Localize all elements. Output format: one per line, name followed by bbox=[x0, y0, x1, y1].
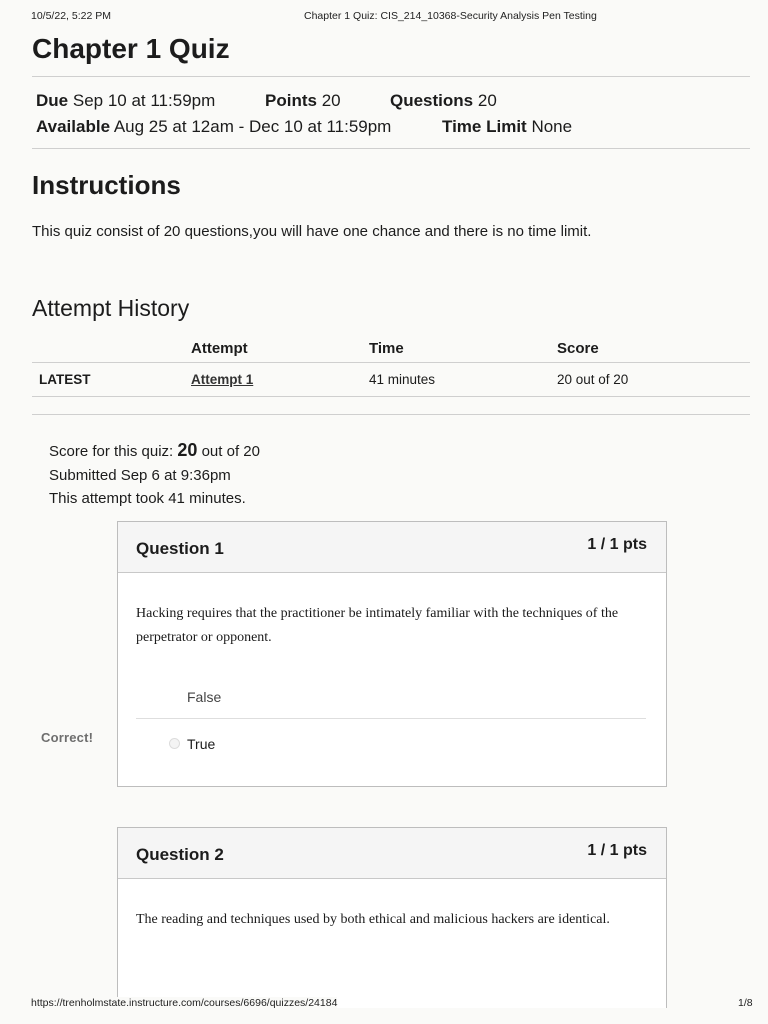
question-title: Question 1 bbox=[136, 539, 224, 558]
divider bbox=[32, 76, 750, 77]
question-points: 1 / 1 pts bbox=[587, 536, 647, 553]
duration-text: This attempt took 41 minutes. bbox=[49, 490, 246, 507]
divider bbox=[32, 414, 750, 415]
row-status-label: LATEST bbox=[39, 372, 91, 387]
radio-button[interactable] bbox=[169, 738, 180, 749]
page-title: Chapter 1 Quiz bbox=[32, 33, 230, 64]
correct-answer-label: Correct! bbox=[41, 730, 94, 745]
points-value: 20 bbox=[321, 91, 341, 110]
table-divider bbox=[32, 362, 750, 363]
table-divider bbox=[32, 396, 750, 397]
questions-label: Questions bbox=[390, 91, 474, 110]
print-page-number: 1/8 bbox=[738, 997, 753, 1009]
instructions-heading: Instructions bbox=[32, 170, 181, 200]
column-header-attempt: Attempt bbox=[191, 340, 248, 357]
questions-value: 20 bbox=[477, 91, 497, 110]
print-page-title: Chapter 1 Quiz: CIS_214_10368-Security Analysis Pen Testing bbox=[304, 10, 597, 22]
question-card bbox=[117, 521, 667, 787]
quiz-score bbox=[49, 440, 260, 461]
score-suffix: out of 20 bbox=[201, 443, 260, 460]
available-info bbox=[36, 117, 391, 137]
answer-option-true[interactable]: True bbox=[187, 736, 216, 752]
answer-option-false[interactable]: False bbox=[187, 689, 222, 705]
question-points: 1 / 1 pts bbox=[587, 842, 647, 859]
question-header bbox=[118, 522, 666, 573]
time-limit-value: None bbox=[531, 117, 573, 136]
submitted-text: Submitted Sep 6 at 9:36pm bbox=[49, 467, 231, 484]
available-label: Available bbox=[36, 117, 111, 136]
questions-info bbox=[390, 91, 497, 111]
time-limit-info bbox=[442, 117, 572, 137]
attempt-history-heading: Attempt History bbox=[32, 295, 190, 321]
divider bbox=[32, 148, 750, 149]
column-header-score: Score bbox=[557, 340, 599, 357]
question-text: Hacking requires that the practitioner be intimately familiar with the techniques of the perpetrator or opponent. bbox=[136, 606, 619, 645]
available-value: Aug 25 at 12am - Dec 10 at 11:59pm bbox=[113, 117, 392, 136]
due-label: Due bbox=[36, 91, 69, 110]
due-value: Sep 10 at 11:59pm bbox=[72, 91, 216, 110]
print-datetime: 10/5/22, 5:22 PM bbox=[31, 10, 111, 22]
answer-divider bbox=[136, 718, 646, 719]
print-url: https://trenholmstate.instructure.com/courses/6696/quizzes/24184 bbox=[31, 997, 338, 1009]
attempt-score: 20 out of 20 bbox=[557, 372, 629, 387]
column-header-time: Time bbox=[369, 340, 404, 357]
question-text: The reading and techniques used by both ethical and malicious hackers are identical. bbox=[136, 912, 610, 927]
attempt-link[interactable]: Attempt 1 bbox=[191, 372, 254, 387]
attempt-time: 41 minutes bbox=[369, 372, 436, 387]
points-label: Points bbox=[265, 91, 317, 110]
score-value: 20 bbox=[177, 440, 198, 460]
time-limit-label: Time Limit bbox=[442, 117, 527, 136]
question-card bbox=[117, 827, 667, 1008]
question-header bbox=[118, 828, 666, 879]
points-info bbox=[265, 91, 341, 111]
instructions-text: This quiz consist of 20 questions,you will have one chance and there is no time limit. bbox=[32, 223, 592, 240]
question-title: Question 2 bbox=[136, 845, 224, 864]
due-info bbox=[36, 91, 215, 111]
score-prefix: Score for this quiz: bbox=[49, 443, 174, 460]
